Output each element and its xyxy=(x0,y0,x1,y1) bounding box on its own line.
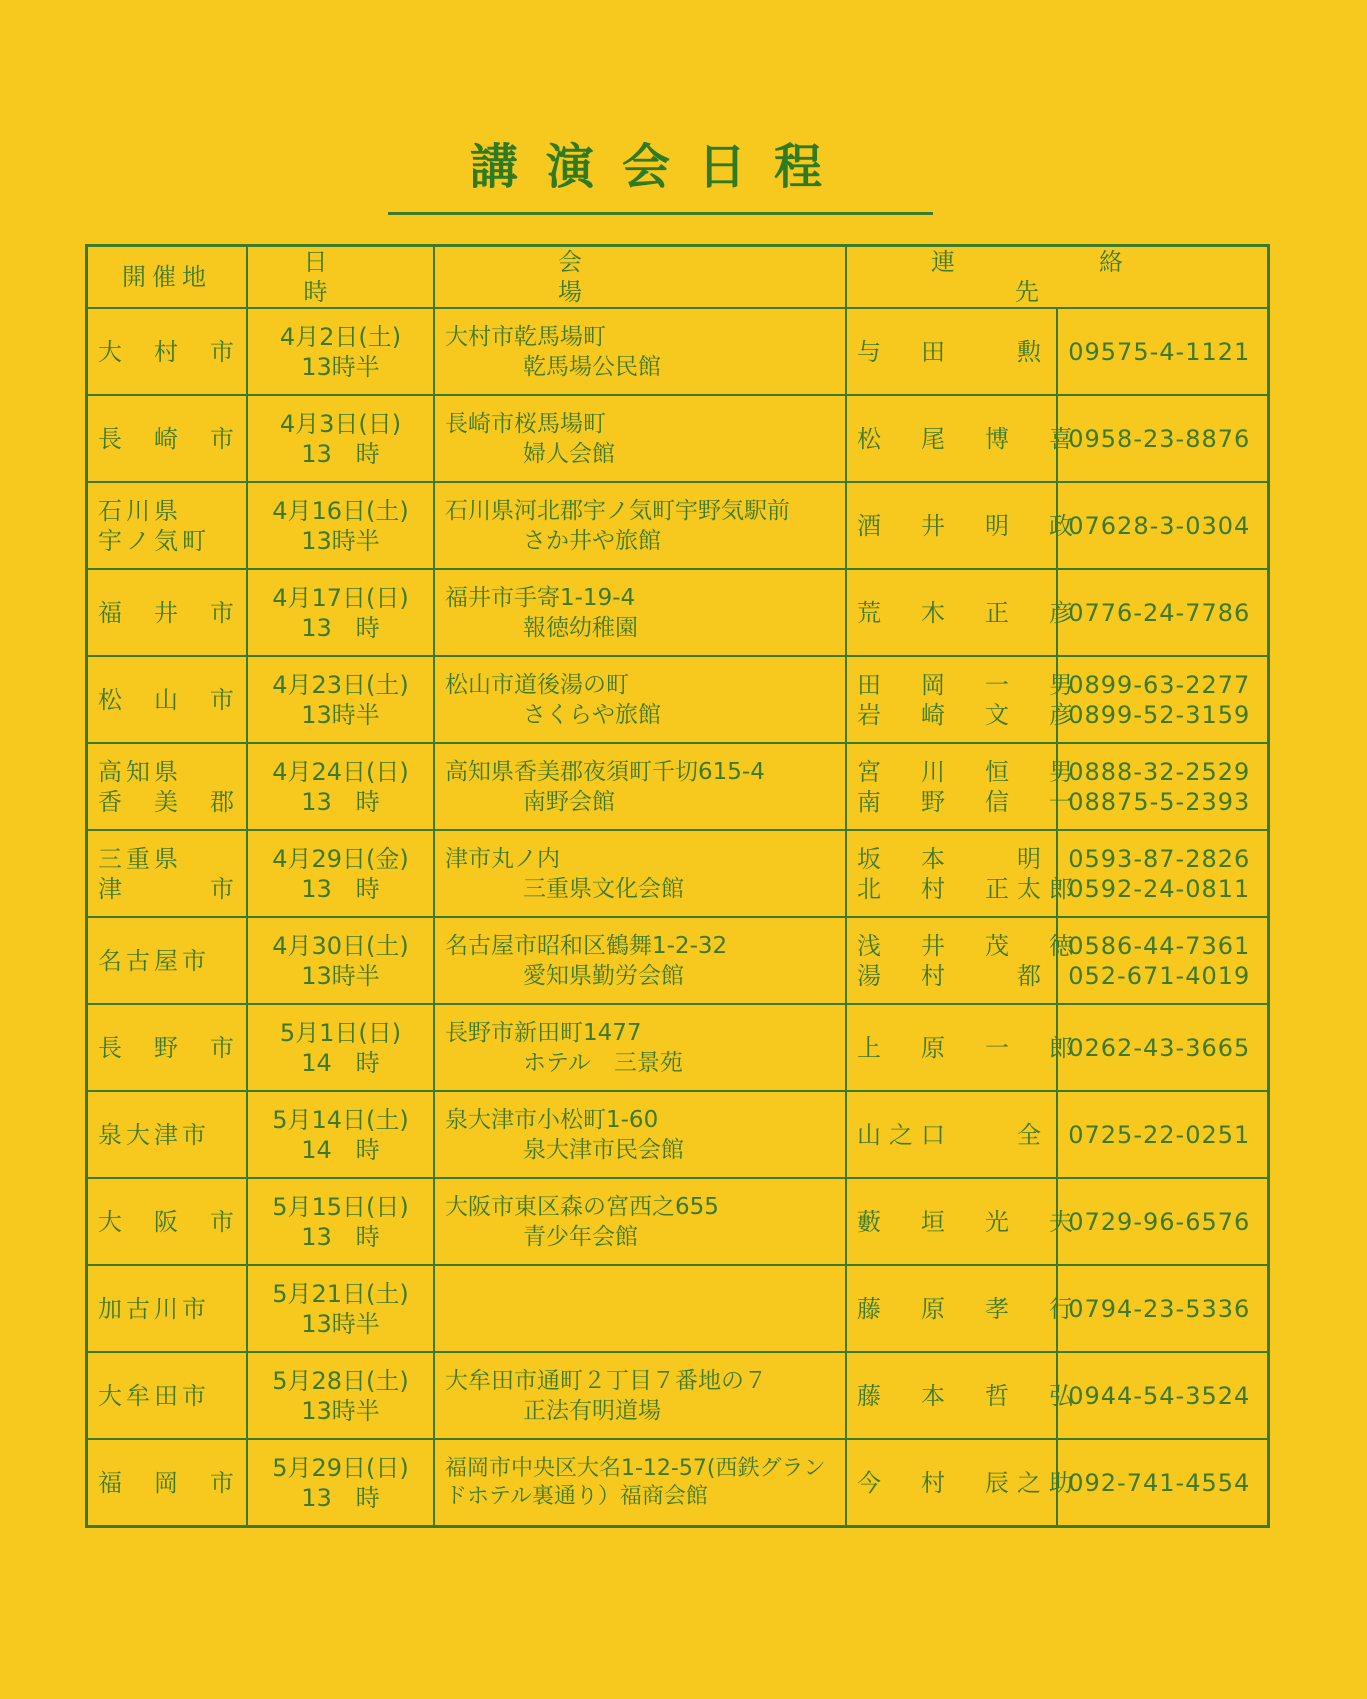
date-text: 13 時 xyxy=(301,1483,380,1512)
place-text: 香 美 郡 xyxy=(98,787,238,816)
venue-text: さか井や旅館 xyxy=(523,527,661,554)
venue-text: 南野会館 xyxy=(523,788,615,815)
venue-cell xyxy=(434,743,846,830)
date-text: 4月24日(日) xyxy=(272,757,409,786)
contact-name: 南 野 信 一 xyxy=(857,787,1081,816)
contact-tel-cell xyxy=(1057,1091,1268,1178)
date-cell xyxy=(247,1352,434,1439)
date-text: 4月17日(日) xyxy=(272,583,409,612)
table-row xyxy=(87,1439,1269,1527)
contact-tel: 0776-24-7786 xyxy=(1068,598,1251,627)
contact-name: 今 村 辰之助 xyxy=(857,1468,1081,1497)
venue-text: さくらや旅館 xyxy=(523,701,661,728)
date-text: 14 時 xyxy=(301,1048,380,1077)
venue-text: 長野市新田町1477 xyxy=(445,1019,642,1046)
place-cell xyxy=(87,1439,248,1527)
contact-tel: 0899-63-2277 xyxy=(1068,670,1251,699)
contact-tel: 0899-52-3159 xyxy=(1068,700,1251,729)
table-row xyxy=(87,569,1269,656)
contact-name: 坂 本 明 xyxy=(857,844,1049,873)
schedule-table xyxy=(85,244,1270,1528)
date-text: 13時半 xyxy=(301,1309,380,1338)
place-cell xyxy=(87,482,248,569)
table-row xyxy=(87,1178,1269,1265)
place-cell xyxy=(87,308,248,395)
venue-text: 福岡市中央区大名1-12-57(西鉄グランドホテル裏通り）福商会館 xyxy=(445,1455,826,1509)
place-cell xyxy=(87,1178,248,1265)
venue-text: ホテル 三景苑 xyxy=(523,1049,683,1076)
contact-tel-cell xyxy=(1057,917,1268,1004)
date-text: 5月21日(土) xyxy=(272,1279,409,1308)
place-cell xyxy=(87,917,248,1004)
table-row xyxy=(87,917,1269,1004)
date-text: 5月1日(日) xyxy=(279,1018,402,1047)
contact-tel: 0725-22-0251 xyxy=(1068,1120,1251,1149)
table-row xyxy=(87,395,1269,482)
date-text: 13時半 xyxy=(301,526,380,555)
header-place: 開催地 xyxy=(87,246,248,309)
venue-text: 福井市手寄1-19-4 xyxy=(445,584,636,611)
contact-tel: 0593-87-2826 xyxy=(1068,844,1251,873)
date-text: 13 時 xyxy=(301,439,380,468)
venue-text: 正法有明道場 xyxy=(523,1397,661,1424)
header-venue: 会 場 xyxy=(434,246,846,309)
table-row xyxy=(87,1091,1269,1178)
table-row xyxy=(87,1265,1269,1352)
contact-tel: 08875-5-2393 xyxy=(1068,787,1251,816)
place-cell xyxy=(87,569,248,656)
contact-tel: 07628-3-0304 xyxy=(1068,511,1251,540)
date-text: 13 時 xyxy=(301,874,380,903)
contact-tel-cell xyxy=(1057,743,1268,830)
contact-tel-cell xyxy=(1057,395,1268,482)
contact-name-cell xyxy=(846,1439,1081,1527)
contact-name-cell xyxy=(846,482,1081,569)
place-cell xyxy=(87,395,248,482)
table-row xyxy=(87,830,1269,917)
date-cell xyxy=(247,569,434,656)
place-cell xyxy=(87,656,248,743)
date-text: 13 時 xyxy=(301,1222,380,1251)
table-row xyxy=(87,743,1269,830)
table-row xyxy=(87,482,1269,569)
place-text: 泉大津市 xyxy=(98,1120,210,1149)
date-text: 5月29日(日) xyxy=(272,1453,409,1482)
contact-tel: 0592-24-0811 xyxy=(1068,874,1251,903)
contact-tel-cell xyxy=(1057,308,1268,395)
place-cell xyxy=(87,743,248,830)
place-text: 宇ノ気町 xyxy=(98,526,210,555)
venue-cell xyxy=(434,395,846,482)
venue-cell xyxy=(434,830,846,917)
contact-name-cell xyxy=(846,656,1081,743)
contact-name-cell xyxy=(846,395,1081,482)
date-text: 4月3日(日) xyxy=(279,409,402,438)
contact-name-cell xyxy=(846,830,1081,917)
table-row xyxy=(87,656,1269,743)
contact-name-cell xyxy=(846,569,1081,656)
contact-tel-cell xyxy=(1057,482,1268,569)
contact-name: 山之口 全 xyxy=(857,1120,1049,1149)
venue-cell xyxy=(434,1004,846,1091)
contact-name: 荒 木 正 彦 xyxy=(857,598,1081,627)
date-cell xyxy=(247,1091,434,1178)
date-text: 4月23日(土) xyxy=(272,670,409,699)
venue-cell xyxy=(434,1439,846,1527)
place-cell xyxy=(87,1091,248,1178)
date-text: 13時半 xyxy=(301,352,380,381)
contact-tel: 0888-32-2529 xyxy=(1068,757,1251,786)
date-cell xyxy=(247,1265,434,1352)
venue-text: 青少年会館 xyxy=(523,1223,638,1250)
place-text: 三重県 xyxy=(98,844,182,873)
contact-tel-cell xyxy=(1057,1439,1268,1527)
place-text: 津 市 xyxy=(98,874,238,903)
date-cell xyxy=(247,395,434,482)
date-text: 4月2日(土) xyxy=(279,322,402,351)
venue-text: 名古屋市昭和区鶴舞1-2-32 xyxy=(445,932,728,959)
contact-name: 藪 垣 光 夫 xyxy=(857,1207,1081,1236)
contact-tel: 0586-44-7361 xyxy=(1068,931,1251,960)
place-cell xyxy=(87,830,248,917)
table-row xyxy=(87,1352,1269,1439)
venue-text: 乾馬場公民館 xyxy=(523,353,661,380)
contact-name: 藤 本 哲 弘 xyxy=(857,1381,1081,1410)
contact-name-cell xyxy=(846,1091,1057,1178)
date-text: 5月14日(土) xyxy=(272,1105,409,1134)
date-cell xyxy=(247,917,434,1004)
place-text: 松 山 市 xyxy=(98,685,238,714)
place-text: 大 村 市 xyxy=(98,337,238,366)
contact-tel: 0944-54-3524 xyxy=(1068,1381,1251,1410)
contact-tel: 092-741-4554 xyxy=(1068,1468,1251,1497)
contact-name-cell xyxy=(846,1178,1081,1265)
venue-cell xyxy=(434,917,846,1004)
venue-cell xyxy=(434,569,846,656)
place-cell xyxy=(87,1352,248,1439)
venue-cell xyxy=(434,1265,846,1352)
venue-cell xyxy=(434,1091,846,1178)
venue-text: 大牟田市通町２丁目７番地の７ xyxy=(445,1367,767,1394)
contact-name: 湯 村 都 xyxy=(857,961,1049,990)
contact-tel-cell xyxy=(1057,569,1268,656)
contact-tel: 0729-96-6576 xyxy=(1068,1207,1251,1236)
contact-tel-cell xyxy=(1057,1265,1268,1352)
contact-name: 浅 井 茂 徳 xyxy=(857,931,1081,960)
date-cell xyxy=(247,743,434,830)
date-cell xyxy=(247,482,434,569)
contact-name: 田 岡 一 男 xyxy=(857,670,1081,699)
place-text: 加古川市 xyxy=(98,1294,210,1323)
header-contact: 連 絡 先 xyxy=(846,246,1269,309)
date-text: 13 時 xyxy=(301,613,380,642)
date-cell xyxy=(247,1439,434,1527)
place-text: 大牟田市 xyxy=(98,1381,210,1410)
contact-name-cell xyxy=(846,1265,1081,1352)
contact-tel: 0958-23-8876 xyxy=(1068,424,1251,453)
venue-cell xyxy=(434,482,846,569)
venue-cell xyxy=(434,656,846,743)
venue-text: 大村市乾馬場町 xyxy=(445,323,606,350)
date-text: 4月16日(土) xyxy=(272,496,409,525)
contact-tel: 052-671-4019 xyxy=(1068,961,1251,990)
date-cell xyxy=(247,830,434,917)
place-cell xyxy=(87,1004,248,1091)
place-cell xyxy=(87,1265,248,1352)
contact-name: 藤 原 孝 行 xyxy=(857,1294,1081,1323)
date-text: 13時半 xyxy=(301,700,380,729)
place-text: 石川県 xyxy=(98,496,182,525)
venue-cell xyxy=(434,1178,846,1265)
contact-tel-cell xyxy=(1057,830,1268,917)
place-text: 福 井 市 xyxy=(98,598,238,627)
contact-name: 酒 井 明 政 xyxy=(857,511,1081,540)
place-text: 長 崎 市 xyxy=(98,424,238,453)
header-date: 日 時 xyxy=(247,246,434,309)
venue-cell xyxy=(434,1352,846,1439)
venue-cell xyxy=(434,308,846,395)
date-text: 4月30日(土) xyxy=(272,931,409,960)
place-text: 大 阪 市 xyxy=(98,1207,238,1236)
schedule-body xyxy=(87,308,1269,1527)
date-text: 13 時 xyxy=(301,787,380,816)
venue-text: 泉大津市小松町1-60 xyxy=(445,1106,659,1133)
venue-text: 大阪市東区森の宮西之655 xyxy=(445,1193,719,1220)
venue-text: 婦人会館 xyxy=(523,440,615,467)
contact-tel-cell xyxy=(1057,1178,1268,1265)
contact-name: 岩 崎 文 彦 xyxy=(857,700,1081,729)
contact-name: 松 尾 博 喜 xyxy=(857,424,1081,453)
venue-text: 報徳幼稚園 xyxy=(523,614,638,641)
contact-name-cell xyxy=(846,743,1081,830)
table-row xyxy=(87,1004,1269,1091)
contact-tel-cell xyxy=(1057,1004,1268,1091)
venue-text: 津市丸ノ内 xyxy=(445,845,560,872)
date-text: 13時半 xyxy=(301,961,380,990)
table-row xyxy=(87,308,1269,395)
date-text: 4月29日(金) xyxy=(272,844,409,873)
contact-tel: 0262-43-3665 xyxy=(1068,1033,1251,1062)
venue-text: 高知県香美郡夜須町千切615-4 xyxy=(445,758,765,785)
date-cell xyxy=(247,1178,434,1265)
venue-text: 三重県文化会館 xyxy=(523,875,684,902)
venue-text: 松山市道後湯の町 xyxy=(445,671,629,698)
contact-tel-cell xyxy=(1057,1352,1268,1439)
contact-name-cell xyxy=(846,1352,1081,1439)
place-text: 高知県 xyxy=(98,757,182,786)
venue-text: 愛知県勤労会館 xyxy=(523,962,684,989)
contact-tel: 0794-23-5336 xyxy=(1068,1294,1251,1323)
title-underline xyxy=(388,212,933,215)
date-cell xyxy=(247,1004,434,1091)
header-row xyxy=(87,246,1269,309)
date-text: 13時半 xyxy=(301,1396,380,1425)
venue-text: 石川県河北郡宇ノ気町宇野気駅前 xyxy=(445,497,790,524)
date-cell xyxy=(247,308,434,395)
contact-tel: 09575-4-1121 xyxy=(1068,337,1251,366)
contact-tel-cell xyxy=(1057,656,1268,743)
place-text: 長 野 市 xyxy=(98,1033,238,1062)
contact-name: 上 原 一 郎 xyxy=(857,1033,1081,1062)
contact-name: 与 田 勲 xyxy=(857,337,1049,366)
venue-text: 泉大津市民会館 xyxy=(523,1136,684,1163)
date-cell xyxy=(247,656,434,743)
date-text: 5月15日(日) xyxy=(272,1192,409,1221)
place-text: 名古屋市 xyxy=(98,946,210,975)
page-title: 講演会日程 xyxy=(469,139,850,195)
place-text: 福 岡 市 xyxy=(98,1468,238,1497)
contact-name-cell xyxy=(846,1004,1081,1091)
date-text: 5月28日(土) xyxy=(272,1366,409,1395)
contact-name-cell xyxy=(846,308,1057,395)
contact-name: 宮 川 恒 男 xyxy=(857,757,1081,786)
venue-text: 長崎市桜馬場町 xyxy=(445,410,606,437)
contact-name: 北 村 正太郎 xyxy=(857,874,1081,903)
date-text: 14 時 xyxy=(301,1135,380,1164)
contact-name-cell xyxy=(846,917,1081,1004)
